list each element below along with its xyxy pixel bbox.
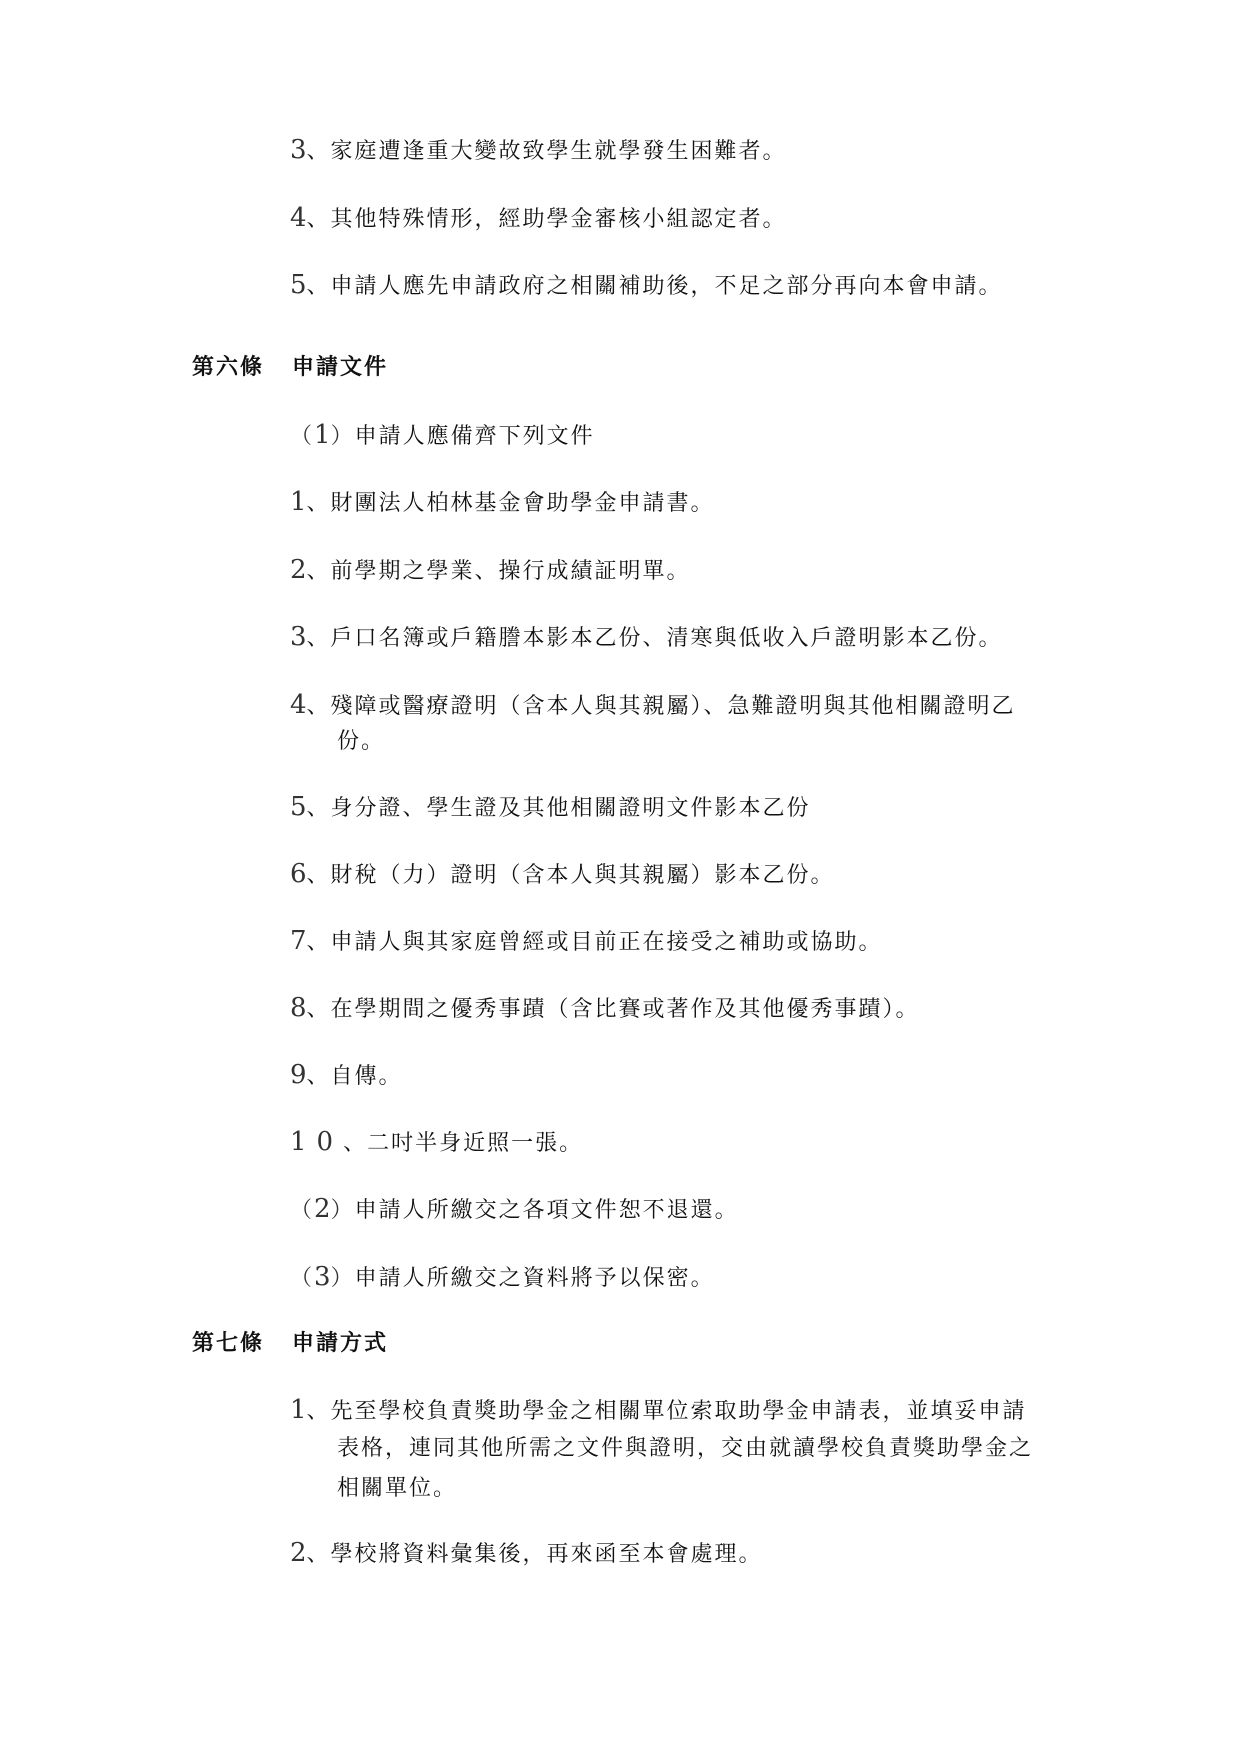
list-item	[290, 690, 1016, 722]
list-item	[290, 1395, 1027, 1427]
item-text: 、殘障或醫療證明（含本人與其親屬）、急難證明與其他相關證明乙	[306, 694, 1016, 719]
item-number: 4	[290, 690, 307, 720]
clause-number: 3	[314, 1262, 331, 1292]
article-6-heading	[192, 352, 592, 382]
paren-close: ）	[330, 1266, 355, 1291]
item-text: 、身分證、學生證及其他相關證明文件影本乙份	[306, 796, 811, 821]
item-number: 2	[290, 555, 307, 585]
article-label: 第七條	[192, 1330, 265, 1356]
list-item	[290, 203, 787, 235]
item-number: 5	[290, 270, 307, 300]
item-number: 3	[290, 135, 307, 165]
clause-text: 申請人應備齊下列文件	[354, 424, 595, 449]
item-text: 、前學期之學業、操行成績証明單。	[306, 559, 691, 584]
item-text: 、二吋半身近照一張。	[343, 1131, 584, 1156]
article-title: 申請文件	[292, 354, 389, 380]
item-number: 1	[290, 1395, 307, 1425]
paren-close: ）	[330, 1198, 355, 1223]
clause-text: 申請人所繳交之各項文件恕不退還。	[354, 1198, 739, 1223]
item-number: 3	[290, 622, 307, 652]
list-item-continuation	[337, 1434, 1033, 1464]
list-item	[290, 859, 835, 891]
article-title: 申請方式	[292, 1330, 389, 1356]
item-text: 、在學期間之優秀事蹟（含比賽或著作及其他優秀事蹟）。	[306, 997, 920, 1022]
list-item	[290, 1538, 763, 1570]
paren-close: ）	[330, 424, 355, 449]
list-item	[290, 487, 715, 519]
list-item	[290, 792, 811, 824]
clause-text: 申請人所繳交之資料將予以保密。	[354, 1266, 715, 1291]
list-item-continuation	[337, 1474, 457, 1504]
item-number: 9	[290, 1060, 307, 1090]
item-text: 、財稅（力）證明（含本人與其親屬）影本乙份。	[306, 863, 835, 888]
item-number: 5	[290, 792, 307, 822]
list-item-continuation	[337, 727, 385, 757]
item-text: 、先至學校負責獎助學金之相關單位索取助學金申請表，並填妥申請	[306, 1399, 1027, 1424]
clause	[290, 1262, 715, 1294]
item-text: 、學校將資料彙集後，再來函至本會處理。	[306, 1542, 763, 1567]
list-item	[290, 993, 920, 1025]
list-item	[290, 1060, 403, 1092]
item-text: 、其他特殊情形，經助學金審核小組認定者。	[306, 207, 787, 232]
paren-open: （	[290, 1198, 315, 1223]
item-number: 7	[290, 926, 307, 956]
article-label: 第六條	[192, 354, 265, 380]
list-item	[290, 555, 691, 587]
clause-number: 1	[314, 420, 331, 450]
item-number: 8	[290, 993, 307, 1023]
list-item	[290, 926, 883, 958]
paren-open: （	[290, 1266, 315, 1291]
item-text: 、財團法人柏林基金會助學金申請書。	[306, 491, 715, 516]
list-item	[290, 135, 787, 167]
item-text: 份。	[337, 729, 386, 754]
item-text: 、申請人與其家庭曾經或目前正在接受之補助或協助。	[306, 930, 883, 955]
item-text: 表格，連同其他所需之文件與證明，交由就讀學校負責獎助學金之	[337, 1436, 1034, 1461]
item-text: 相關單位。	[337, 1476, 458, 1501]
item-number: 2	[290, 1538, 307, 1568]
item-number: 10	[290, 1127, 344, 1157]
list-item	[290, 622, 1003, 654]
item-text: 、申請人應先申請政府之相關補助後，不足之部分再向本會申請。	[306, 274, 1003, 299]
item-text: 、自傳。	[306, 1064, 403, 1089]
list-item	[290, 1127, 583, 1159]
paren-open: （	[290, 424, 315, 449]
clause-number: 2	[314, 1194, 331, 1224]
article-7-heading	[192, 1328, 592, 1358]
clause	[290, 420, 595, 452]
clause	[290, 1194, 739, 1226]
item-number: 1	[290, 487, 307, 517]
item-text: 、戶口名簿或戶籍謄本影本乙份、清寒與低收入戶證明影本乙份。	[306, 626, 1003, 651]
item-number: 6	[290, 859, 307, 889]
item-text: 、家庭遭逢重大變故致學生就學發生困難者。	[306, 139, 787, 164]
item-number: 4	[290, 203, 307, 233]
list-item	[290, 270, 1003, 302]
